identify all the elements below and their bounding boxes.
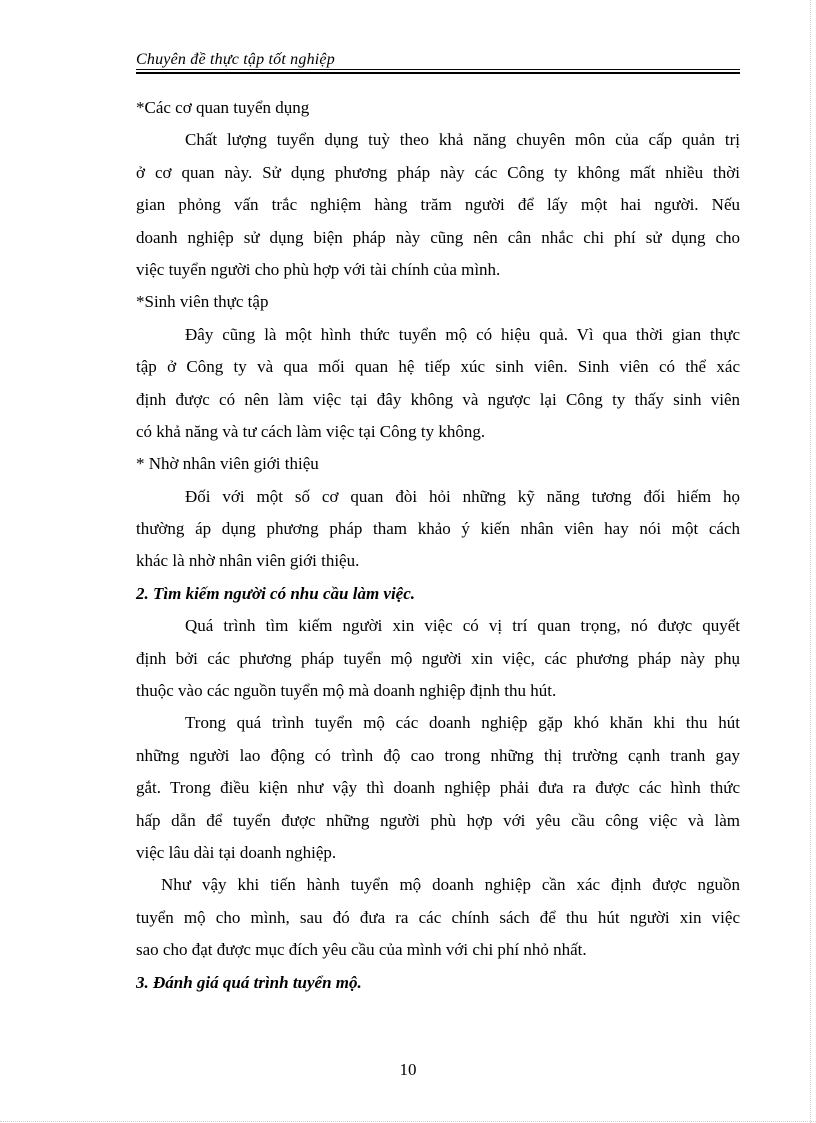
text-line: việc lâu dài tại doanh nghiệp.	[136, 842, 337, 862]
text-line: *Sinh viên thực tập	[136, 292, 269, 312]
text-line: Như vậy khi tiến hành tuyển mộ doanh nghiệp cần xác định được nguồn	[161, 875, 740, 895]
text-line: thuộc vào các nguồn tuyển mộ mà doanh nghiệp định thu hút.	[136, 681, 557, 701]
text-line: tuyển mộ cho mình, sau đó đưa ra các chính sách để thu hút người xin việc	[136, 907, 740, 927]
text-line: định bởi các phương pháp tuyển mộ người xin việc, các phương pháp này phụ	[136, 648, 740, 668]
header-rule-thick	[136, 72, 740, 74]
text-line: hấp dẫn để tuyển được những người phù hợp với yêu cầu công việc và làm	[136, 810, 740, 830]
text-line: gian phỏng vấn trắc nghiệm hàng trăm người để lấy một hai người. Nếu	[136, 195, 740, 215]
text-line: gắt. Trong điều kiện như vậy thì doanh nghiệp phải đưa ra được các hình thức	[136, 778, 740, 798]
text-line: khác là nhờ nhân viên giới thiệu.	[136, 551, 360, 571]
page-edge-right	[810, 0, 811, 1123]
page-number: 10	[399, 1060, 417, 1079]
header-rule-thin	[136, 69, 740, 70]
running-header	[136, 50, 740, 70]
text-line: Trong quá trình tuyển mộ các doanh nghiệp gặp khó khăn khi thu hút	[185, 713, 740, 733]
section-heading: 3. Đánh giá quá trình tuyển mộ.	[136, 972, 362, 992]
text-line: Đối với một số cơ quan đòi hỏi những kỹ năng tương đối hiếm họ	[185, 486, 740, 506]
text-line: định được có nên làm việc tại đây không và ngược lại Công ty thấy sinh viên	[136, 389, 740, 409]
page-edge-bottom	[0, 1121, 816, 1122]
body-text	[136, 92, 740, 999]
text-line: ở cơ quan này. Sử dụng phương pháp này các Công ty không mất nhiều thời	[136, 162, 740, 182]
text-line: việc tuyển người cho phù hợp với tài chính của mình.	[136, 259, 501, 279]
text-line: Quá trình tìm kiếm người xin việc có vị trí quan trọng, nó được quyết	[185, 616, 740, 636]
text-line: Đây cũng là một hình thức tuyển mộ có hiệu quả. Vì qua thời gian thực	[185, 324, 740, 344]
text-line: * Nhờ nhân viên giới thiệu	[136, 454, 319, 474]
section-heading: 2. Tìm kiếm người có nhu cầu làm việc.	[136, 583, 416, 603]
text-line: Chất lượng tuyển dụng tuỳ theo khả năng chuyên môn của cấp quản trị	[185, 130, 740, 150]
text-line: sao cho đạt được mục đích yêu cầu của mình với chi phí nhỏ nhất.	[136, 940, 587, 960]
text-line: *Các cơ quan tuyển dụng	[136, 98, 310, 117]
text-line: tập ở Công ty và qua mối quan hệ tiếp xúc sinh viên. Sinh viên có thể xác	[136, 357, 740, 377]
text-line: có khả năng và tư cách làm việc tại Công ty không.	[136, 421, 486, 441]
text-line: doanh nghiệp sử dụng biện pháp này cũng nên cân nhắc chi phí sử dụng cho	[136, 227, 740, 247]
text-line: thường áp dụng phương pháp tham khảo ý kiến nhân viên hay nói một cách	[136, 519, 740, 539]
text-line: những người lao động có trình độ cao trong những thị trường cạnh tranh gay	[136, 745, 740, 765]
header-title: Chuyên đề thực tập tốt nghiệp	[136, 51, 335, 68]
